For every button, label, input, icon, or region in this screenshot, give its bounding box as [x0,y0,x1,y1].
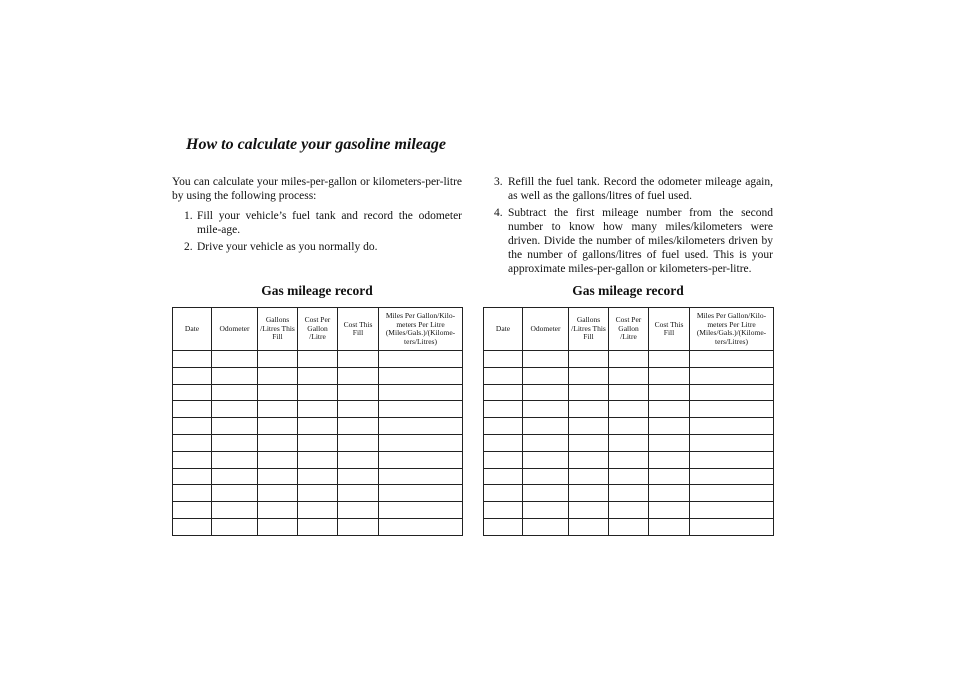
table-cell-blank [649,518,690,535]
table-cell-blank [338,401,379,418]
table-cell-blank [649,401,690,418]
column-header-odometer: Odometer [523,308,569,351]
table-cell-blank [258,502,298,519]
table-row [484,351,774,368]
table-cell-blank [379,418,463,435]
table-row [173,351,463,368]
table-cell-blank [609,418,649,435]
table-cell-blank [212,518,258,535]
table-cell-blank [649,468,690,485]
table-row [173,518,463,535]
column-header-date: Date [484,308,523,351]
table-cell-blank [523,401,569,418]
table-cell-blank [569,418,609,435]
table-cell-blank [173,468,212,485]
table-cell-blank [298,451,338,468]
table-cell-blank [298,401,338,418]
step-number: 1. [184,210,193,222]
table-cell-blank [690,401,774,418]
table-cell-blank [338,468,379,485]
table-cell-blank [338,434,379,451]
table-cell-blank [379,401,463,418]
table-cell-blank [649,485,690,502]
table-cell-blank [173,351,212,368]
table-cell-blank [379,367,463,384]
gas-mileage-record-table-left [172,307,463,536]
table-cell-blank [609,502,649,519]
gas-mileage-record-table-right [483,307,774,536]
table-cell-blank [690,384,774,401]
table-cell-blank [523,367,569,384]
table-cell-blank [258,351,298,368]
step-item [483,175,773,203]
table-cell-blank [173,502,212,519]
record-heading-left: Gas mileage record [261,283,373,298]
table-cell-blank [379,451,463,468]
table-row [173,367,463,384]
table-header-row [173,308,463,351]
table-cell-blank [212,485,258,502]
table-row [484,418,774,435]
table-cell-blank [338,384,379,401]
table-cell-blank [523,451,569,468]
column-header-cost-per-gallon: Cost Per Gallon /Litre [298,308,338,351]
table-cell-blank [258,434,298,451]
table-cell-blank [569,468,609,485]
steps-list-left [172,209,462,254]
table-cell-blank [173,401,212,418]
table-cell-blank [569,367,609,384]
table-cell-blank [609,384,649,401]
table-cell-blank [690,518,774,535]
table-row [173,401,463,418]
column-header-gallons-litres: Gallons /Litres This Fill [569,308,609,351]
table-cell-blank [298,434,338,451]
table-cell-blank [298,418,338,435]
table-cell-blank [338,451,379,468]
table-cell-blank [212,418,258,435]
table-cell-blank [338,518,379,535]
table-cell-blank [609,518,649,535]
table-cell-blank [379,502,463,519]
table-cell-blank [649,434,690,451]
table-cell-blank [690,485,774,502]
table-cell-blank [173,367,212,384]
table-cell-blank [523,351,569,368]
table-row [484,367,774,384]
table-cell-blank [258,451,298,468]
table-cell-blank [523,518,569,535]
table-cell-blank [649,351,690,368]
table-cell-blank [609,351,649,368]
table-cell-blank [649,367,690,384]
step-item [172,240,462,254]
table-cell-blank [484,418,523,435]
table-cell-blank [173,485,212,502]
table-cell-blank [484,384,523,401]
table-cell-blank [523,384,569,401]
table-cell-blank [690,451,774,468]
table-cell-blank [298,485,338,502]
table-cell-blank [338,351,379,368]
table-cell-blank [173,434,212,451]
table-cell-blank [569,502,609,519]
table-cell-blank [484,351,523,368]
table-cell-blank [298,502,338,519]
column-header-cost-this-fill: Cost This Fill [338,308,379,351]
table-cell-blank [212,401,258,418]
step-number: 2. [184,241,193,253]
table-cell-blank [379,351,463,368]
page-title: How to calculate your gasoline mileage [186,136,446,153]
table-cell-blank [523,485,569,502]
table-cell-blank [212,502,258,519]
table-cell-blank [609,468,649,485]
table-cell-blank [484,401,523,418]
table-cell-blank [523,468,569,485]
table-cell-blank [379,384,463,401]
table-cell-blank [484,518,523,535]
table-cell-blank [258,367,298,384]
table-row [484,384,774,401]
table-cell-blank [523,418,569,435]
table-row [173,434,463,451]
table-cell-blank [690,418,774,435]
table-cell-blank [609,451,649,468]
table-cell-blank [523,434,569,451]
table-cell-blank [609,401,649,418]
table-cell-blank [379,518,463,535]
table-cell-blank [484,434,523,451]
table-cell-blank [609,367,649,384]
table-cell-blank [258,485,298,502]
table-cell-blank [569,401,609,418]
table-cell-blank [338,367,379,384]
table-row [484,502,774,519]
table-cell-blank [338,485,379,502]
intro-paragraph: You can calculate your miles-per-gallon or kilometers-per-litre by using the following process: [172,176,462,202]
table-cell-blank [569,351,609,368]
table-cell-blank [173,418,212,435]
table-cell-blank [569,451,609,468]
table-cell-blank [690,351,774,368]
table-cell-blank [338,418,379,435]
table-cell-blank [338,502,379,519]
table-cell-blank [484,468,523,485]
table-cell-blank [690,434,774,451]
table-cell-blank [258,384,298,401]
step-item [172,209,462,237]
table-cell-blank [523,502,569,519]
table-cell-blank [569,518,609,535]
table-cell-blank [258,468,298,485]
table-cell-blank [173,384,212,401]
table-cell-blank [649,418,690,435]
table-cell-blank [298,367,338,384]
column-header-cost-per-gallon: Cost Per Gallon /Litre [609,308,649,351]
table-cell-blank [173,451,212,468]
step-item [483,206,773,276]
table-cell-blank [569,384,609,401]
table-cell-blank [690,502,774,519]
table-cell-blank [212,367,258,384]
table-row [173,384,463,401]
record-heading-right: Gas mileage record [572,283,684,298]
table-cell-blank [212,434,258,451]
table-row [173,418,463,435]
table-row [484,451,774,468]
step-number: 4. [494,207,503,219]
table-cell-blank [569,434,609,451]
table-cell-blank [609,485,649,502]
column-header-miles-per-gallon: Miles Per Gallon/Kilo-meters Per Litre (Miles/Gals.)/(Kilome-ters/Litres) [690,308,774,351]
table-row [173,502,463,519]
table-cell-blank [484,367,523,384]
table-cell-blank [258,518,298,535]
table-row [173,451,463,468]
table-cell-blank [298,384,338,401]
table-row [484,485,774,502]
table-cell-blank [379,468,463,485]
table-row [173,485,463,502]
table-cell-blank [258,418,298,435]
step-text: Refill the fuel tank. Record the odometer mileage again, as well as the gallons/litres of fuel used. [508,176,773,202]
table-cell-blank [212,351,258,368]
column-header-miles-per-gallon: Miles Per Gallon/Kilo-meters Per Litre (Miles/Gals.)/(Kilome-ters/Litres) [379,308,463,351]
left-text-column [172,175,462,257]
step-text: Drive your vehicle as you normally do. [197,241,378,253]
step-number: 3. [494,176,503,188]
table-row [484,518,774,535]
table-cell-blank [569,485,609,502]
table-cell-blank [649,384,690,401]
table-cell-blank [484,502,523,519]
table-cell-blank [649,502,690,519]
table-cell-blank [298,351,338,368]
table-cell-blank [298,518,338,535]
table-cell-blank [690,367,774,384]
table-row [173,468,463,485]
step-text: Fill your vehicle’s fuel tank and record the odometer mile-age. [197,210,462,236]
table-cell-blank [173,518,212,535]
table-cell-blank [258,401,298,418]
table-cell-blank [379,434,463,451]
steps-list-right [483,175,773,276]
table-cell-blank [212,468,258,485]
table-cell-blank [649,451,690,468]
column-header-cost-this-fill: Cost This Fill [649,308,690,351]
table-row [484,468,774,485]
table-cell-blank [379,485,463,502]
table-header-row [484,308,774,351]
right-text-column [483,175,773,279]
table-row [484,434,774,451]
column-header-odometer: Odometer [212,308,258,351]
step-text: Subtract the first mileage number from the second number to know how many miles/kilometers were driven. Divide the number of miles/kilometers driven by the number of gallons/litres of fuel used. This is your approximate miles-per-gallon or kilometers-per-litre. [508,207,773,275]
table-cell-blank [609,434,649,451]
table-cell-blank [212,451,258,468]
table-cell-blank [484,485,523,502]
column-header-date: Date [173,308,212,351]
table-cell-blank [298,468,338,485]
table-cell-blank [484,451,523,468]
table-row [484,401,774,418]
column-header-gallons-litres: Gallons /Litres This Fill [258,308,298,351]
table-cell-blank [212,384,258,401]
table-cell-blank [690,468,774,485]
